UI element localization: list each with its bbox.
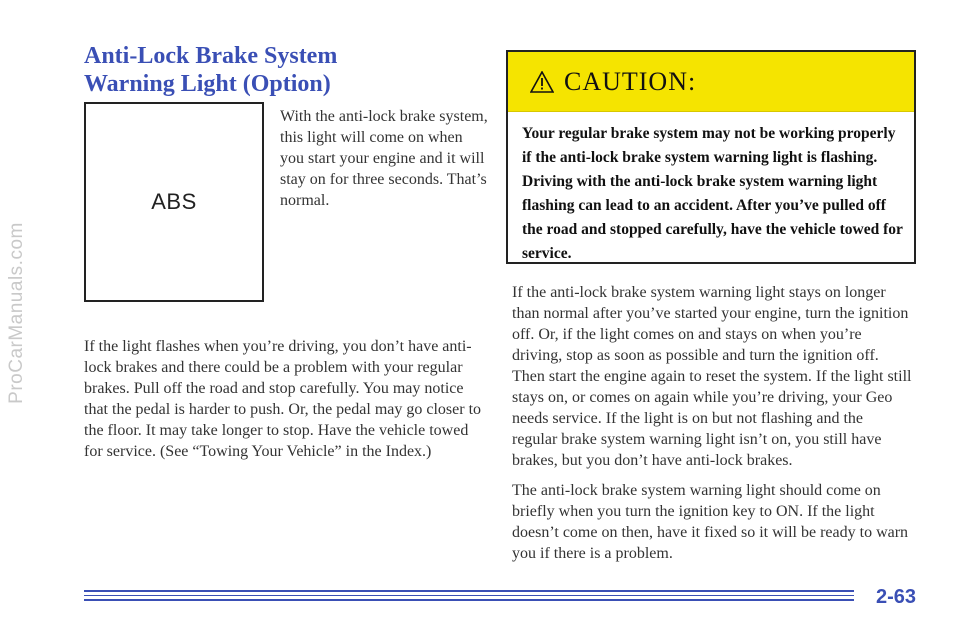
- light-stays-on-paragraph: If the anti-lock brake system warning light stays on longer than normal after you’ve started your engine, turn the ignition off. Or, if the light comes on and stays on when you’re driving, stop as soon as possible and turn the ignition off. Then start the engine again to reset the system. If the light still stays on, or comes on again while you’re driving, your Geo needs service. If the light is on but not flashing and the regular brake system warning light isn’t on, you still have brakes, but you don’t have anti-lock brakes.: [512, 284, 912, 469]
- abs-warning-light-illustration: [84, 102, 264, 302]
- caution-header: [508, 52, 914, 112]
- intro-text: With the anti-lock brake system, this light will come on when you start your engine and it will stay on for three seconds. That’s normal.: [280, 108, 488, 209]
- page-number: 2-63: [875, 586, 916, 608]
- caution-box: [506, 50, 916, 264]
- footer-rule-line: [84, 595, 854, 596]
- caution-title: CAUTION:: [564, 66, 697, 96]
- abs-label: ABS: [151, 189, 197, 214]
- light-flashes-paragraph: If the light flashes when you’re driving, you don’t have anti-lock brakes and there could be a problem with your regular brakes. Pull off the road and stop carefully. You may notice that the pedal is harder to push. Or, the pedal may go closer to the floor. It may take longer to stop. Have the vehicle towed for service. (See “Towing Your Vehicle” in the Index.): [84, 338, 482, 460]
- watermark-text: ProCarManuals.com: [6, 222, 28, 404]
- warning-triangle-icon: [530, 71, 554, 93]
- section-heading: Anti-Lock Brake System Warning Light (Option): [84, 43, 338, 97]
- footer-rules: [84, 590, 854, 604]
- light-check-paragraph: The anti-lock brake system warning light should come on briefly when you turn the ignition key to ON. If the light doesn’t come on then, have it fixed so it will be ready to warn you if there is a problem.: [512, 482, 909, 562]
- footer-rule-line: [84, 599, 854, 601]
- caution-body: Your regular brake system may not be working properly if the anti-lock brake system warning light is flashing. Driving with the anti-lock brake system warning light flashing can lead to an accident. After you’ve pulled off the road and stopped carefully, have the vehicle towed for service.: [522, 125, 903, 262]
- watermark: [2, 0, 32, 626]
- footer-rule-line: [84, 590, 854, 592]
